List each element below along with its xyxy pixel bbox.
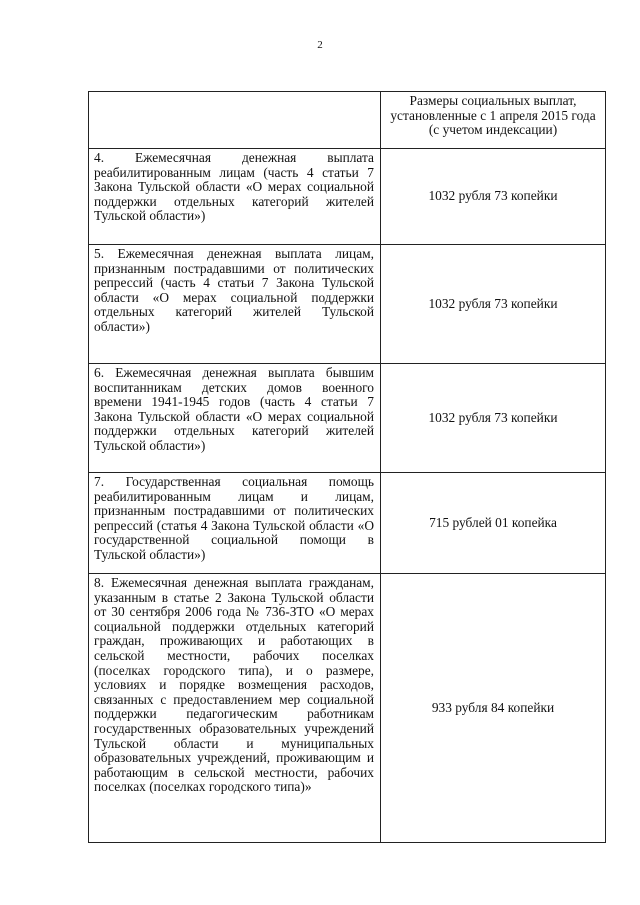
payment-amount: 933 рубля 84 копейки xyxy=(381,574,606,843)
table-row xyxy=(89,149,606,245)
payment-description: 6. Ежемесячная денежная выплата бывшим воспитанникам детских домов военного времени 1941-1945 годов (часть 4 статьи 7 Закона Тульской области «О мерах социальной поддержки отдельных категорий жителей Тульской области») xyxy=(89,364,381,473)
payment-description: 8. Ежемесячная денежная выплата гражданам, указанным в статье 2 Закона Тульской области от 30 сентября 2006 года № 736-ЗТО «О мерах социальной поддержки отдельных категорий граждан, проживающих и работающих в сельской местности, рабочих поселках (поселках городского типа), и о размере, условиях и порядке возмещения расходов, связанных с предоставлением мер социальной поддержки педагогическим работникам государственных образовательных учреждений Тульской области и муниципальных образовательных учреждений, проживающим и работающим в сельской местности, рабочих поселках (поселках городского типа)» xyxy=(89,574,381,843)
payment-amount: 1032 рубля 73 копейки xyxy=(381,149,606,245)
social-payments-table xyxy=(88,91,606,843)
header-cell-empty xyxy=(89,92,381,149)
payment-amount: 1032 рубля 73 копейки xyxy=(381,245,606,364)
header-cell-payment-sizes: Размеры социальных выплат, установленные с 1 апреля 2015 года (с учетом индексации) xyxy=(381,92,606,149)
table-row xyxy=(89,574,606,843)
table-row xyxy=(89,473,606,574)
payment-description: 4. Ежемесячная денежная выплата реабилитированным лицам (часть 4 статьи 7 Закона Тульской области «О мерах социальной поддержки отдельных категорий жителей Тульской области») xyxy=(89,149,381,245)
page-number: 2 xyxy=(317,39,323,51)
table-header-row xyxy=(89,92,606,149)
table-row xyxy=(89,245,606,364)
table-row xyxy=(89,364,606,473)
payment-amount: 715 рублей 01 копейка xyxy=(381,473,606,574)
payment-amount: 1032 рубля 73 копейки xyxy=(381,364,606,473)
payment-description: 5. Ежемесячная денежная выплата лицам, признанным пострадавшими от политических репрессий (часть 4 статьи 7 Закона Тульской области «О мерах социальной поддержки отдельных категорий жителей Тульской области») xyxy=(89,245,381,364)
payment-description: 7. Государственная социальная помощь реабилитированным лицам и лицам, признанным пострадавшими от политических репрессий (статья 4 Закона Тульской области «О государственной социальной помощи в Тульской области») xyxy=(89,473,381,574)
